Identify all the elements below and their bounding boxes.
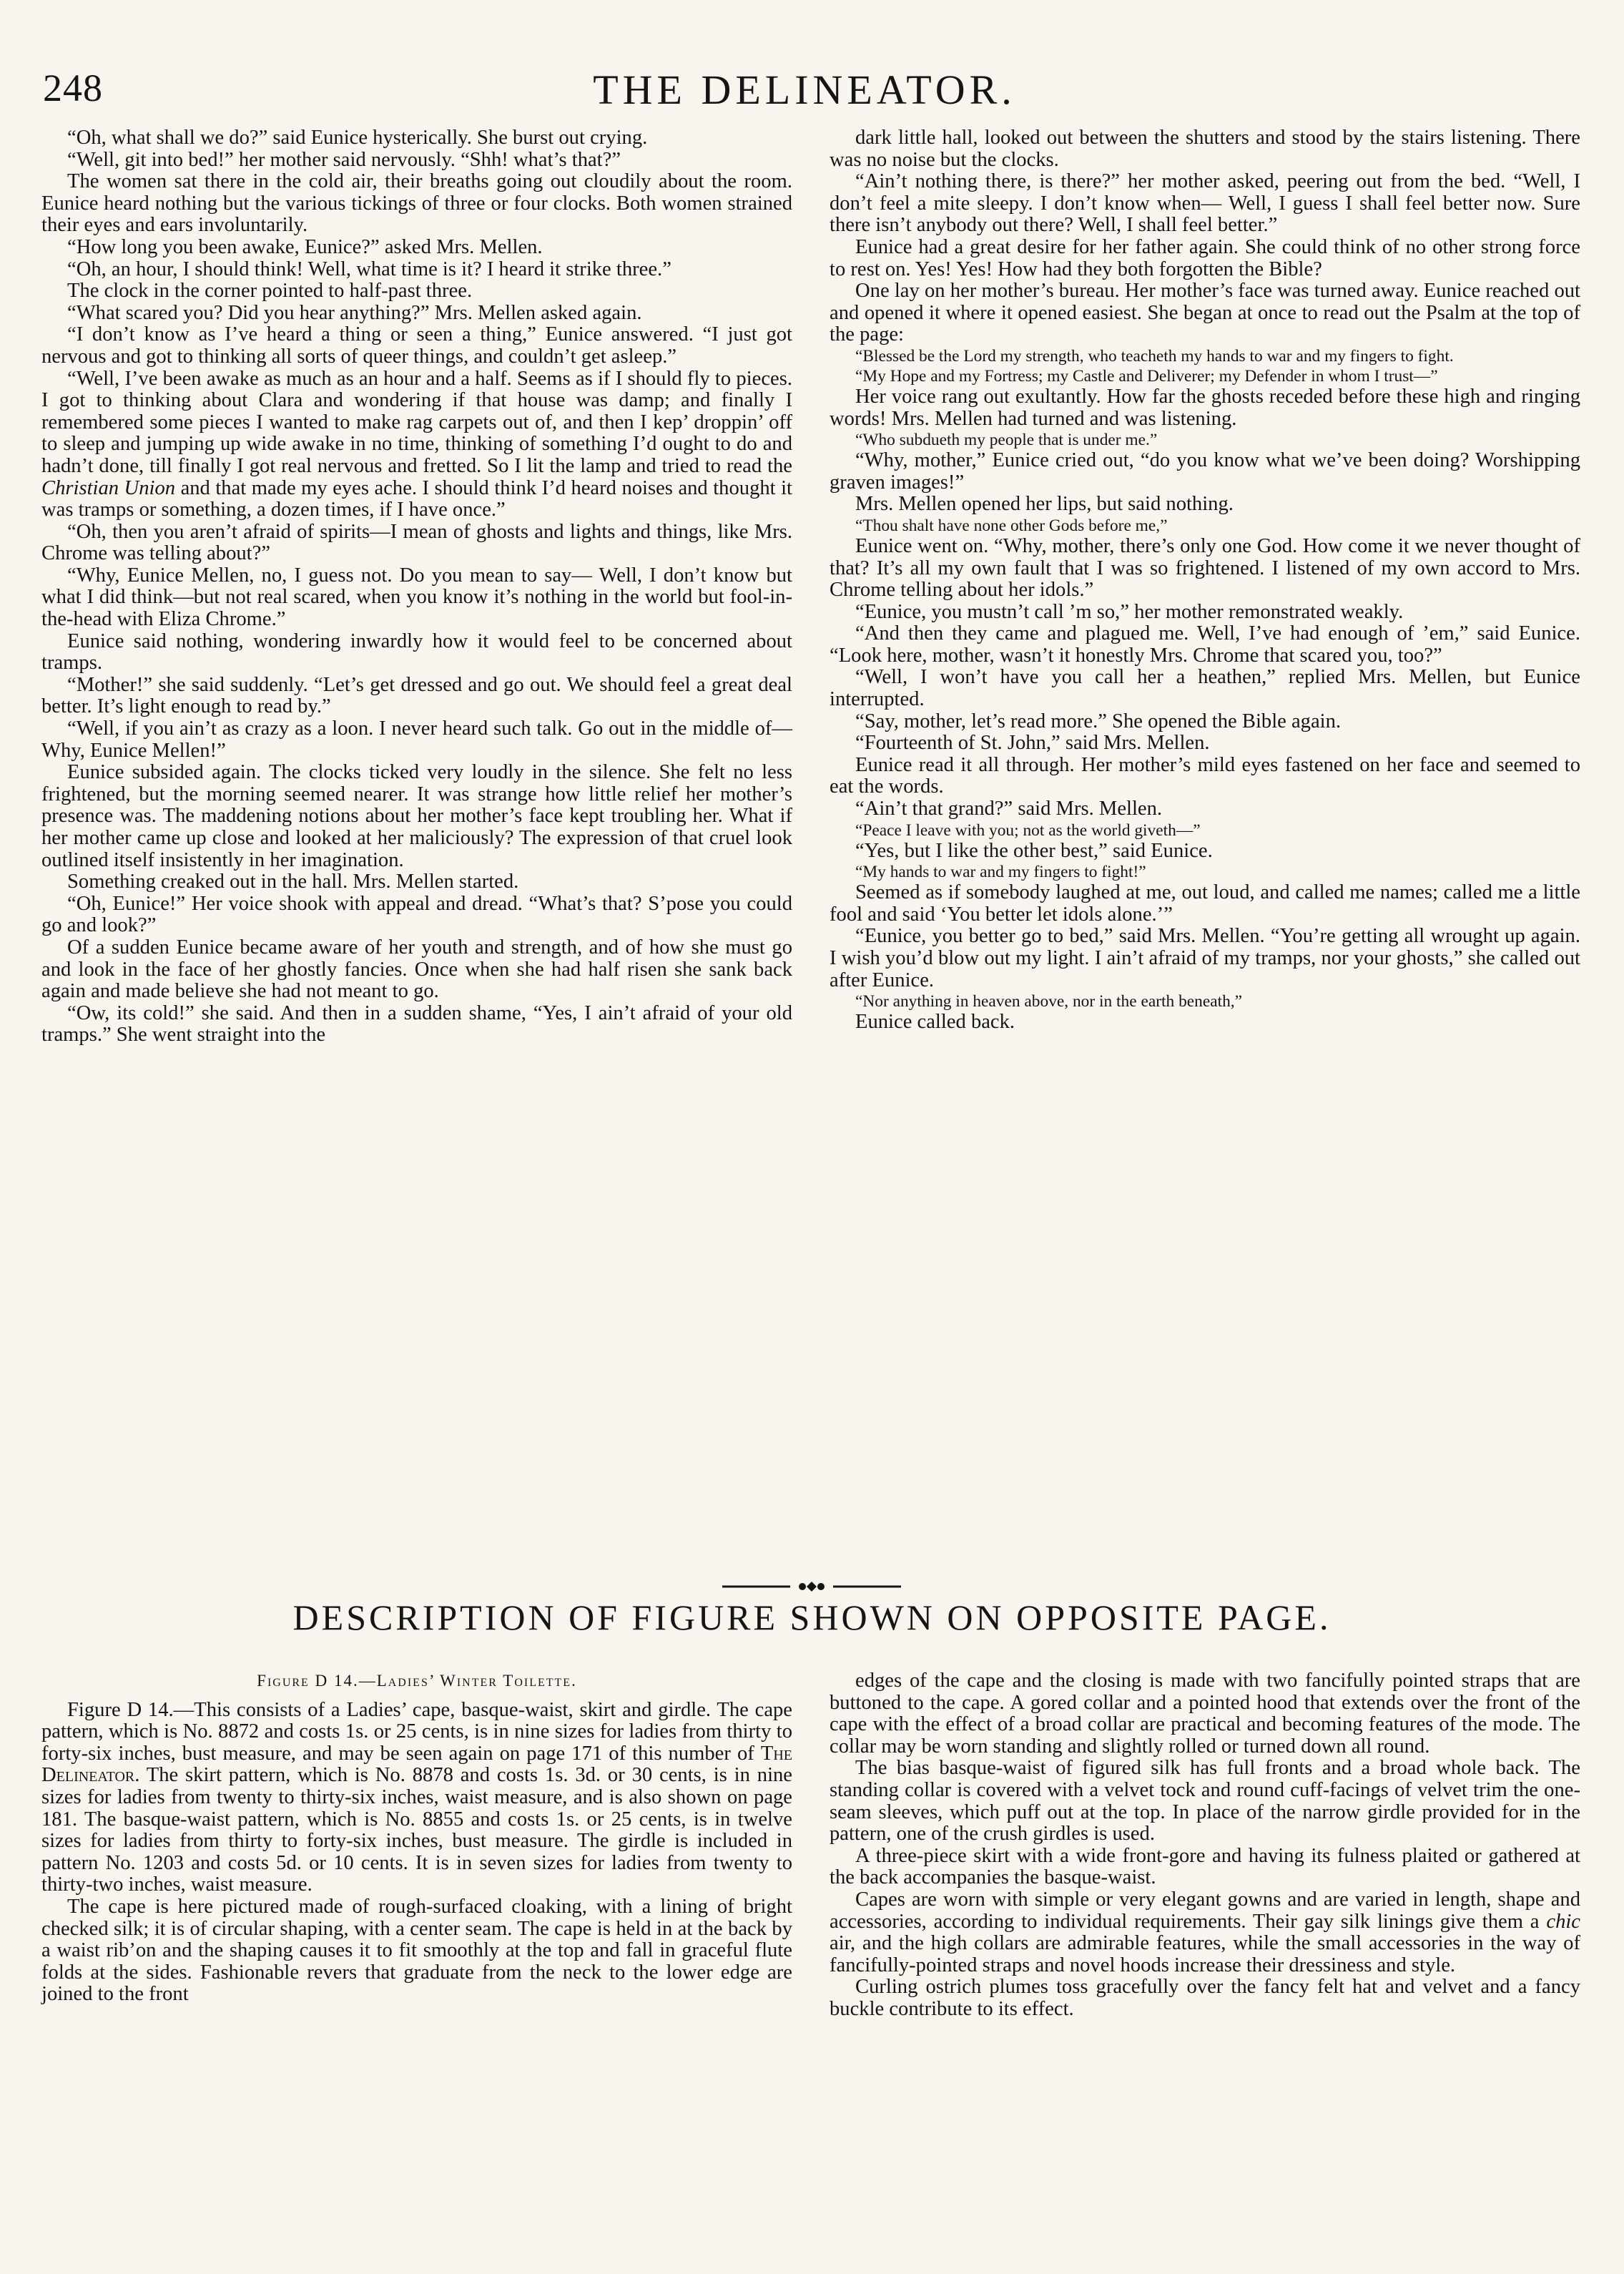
paragraph: “And then they came and plagued me. Well, I’ve had enough of ’em,” said Eunice. “Look here, mother, wasn’t it honestly Mrs. Chrome that scared you, too?” [830,622,1580,667]
paragraph: “Why, Eunice Mellen, no, I guess not. Do you mean to say— Well, I don’t know but what I did think—but not real scared, when you know it’s nothing in the world but fool-in-the-head with Eliza Chrome.” [41,564,792,631]
page-number: 248 [43,67,103,109]
scripture-quote: “Blessed be the Lord my strength, who teacheth my hands to war and my fingers to fight. [855,346,1454,366]
emphasis-word: chic [1546,1910,1580,1933]
paragraph [41,368,792,521]
scripture-quote: “My hands to war and my fingers to fight!” [855,863,1146,882]
paragraph: One lay on her mother’s bureau. Her mother’s face was turned away. Eunice reached out and opened it where it opened easiest. She began at once to read out the Psalm at the top of the page: [830,280,1580,346]
paragraph [41,1700,792,1896]
description-column-right [830,1670,1580,2021]
story-column-left [41,127,792,1047]
paragraph: “Well, if you ain’t as crazy as a loon. I never heard such talk. Go out in the middle of— Why, Eunice Mellen!” [41,717,792,762]
scripture-quote: “Thou shalt have none other Gods before me,” [855,516,1168,535]
paragraph: The women sat there in the cold air, their breaths going out cloudily about the room. Eunice heard nothing but the various tickings of three or four clocks. Both women strained their eyes and ears involuntarily. [41,170,792,237]
paragraph-text: Figure D 14.—This consists of a Ladies’ cape, basque-waist, skirt and girdle. The cape pattern, which is No. 8872 and costs 1s. or 25 cents, is in nine sizes for ladies from thirty to forty-six inches, bust measure, and may be seen again on page 171 of this number of [41,1698,792,1765]
paragraph-text: air, and the high collars are admirable features, while the small accessories in the way of fancifully-pointed straps and novel hoods increase their dressiness and style. [830,1932,1580,1976]
scripture-quote: “Peace I leave with you; not as the world giveth—” [855,820,1201,840]
paragraph: Of a sudden Eunice became aware of her youth and strength, and of how she must go and look in the face of her ghostly fancies. Once when she had half risen she sank back again and made believe she had not meant to go. [41,936,792,1003]
paragraph: edges of the cape and the closing is made with two fancifully pointed straps that are buttoned to the cape. A gored collar and a pointed hood that extends over the front of the cape with the effect of a broad collar are practical and becoming features of the mode. The collar may be worn standing and slightly rolled or turned down all round. [830,1670,1580,1758]
paragraph: “Eunice, you better go to bed,” said Mrs. Mellen. “You’re getting all wrought up again. I wish you’d blow out my light. I ain’t afraid of my tramps, nor your ghosts,” she called out after Eunice. [830,925,1580,991]
paragraph: Seemed as if somebody laughed at me, out loud, and called me names; called me a little fool and said ‘You better let idols alone.’” [830,881,1580,926]
paragraph: Her voice rang out exultantly. How far the ghosts receded before these high and ringing words! Mrs. Mellen had turned and was listening. [830,385,1580,430]
paragraph: “Oh, an hour, I should think! Well, what time is it? I heard it strike three.” [67,258,671,280]
paragraph [830,1889,1580,1976]
section-divider-ornament [722,1579,901,1594]
paragraph: “Well, git into bed!” her mother said nervously. “Shh! what’s that?” [67,148,621,171]
scripture-quote: “My Hope and my Fortress; my Castle and Deliverer; my Defender in whom I trust—” [855,366,1438,386]
paragraph: “Ow, its cold!” she said. And then in a sudden shame, “Yes, I ain’t afraid of your old tramps.” She went straight into the [41,1001,792,1047]
paragraph: “Oh, Eunice!” Her voice shook with appeal and dread. “What’s that? S’pose you could go and look?” [41,892,792,937]
paragraph: Curling ostrich plumes toss gracefully over the fancy felt hat and velvet and a fancy buckle contribute to its effect. [830,1976,1580,2020]
paragraph: “Yes, but I like the other best,” said Eunice. [855,839,1213,862]
story-column-right [830,127,1580,1034]
paragraph: Eunice went on. “Why, mother, there’s only one God. How come it we never thought of that? It’s all my own fault that I was so frightened. I listened of my own accord to Mrs. Chrome telling about her idols.” [830,534,1580,602]
paragraph: “Why, mother,” Eunice cried out, “do you know what we’ve been doing? Worshipping graven images!” [830,449,1580,494]
paragraph: “Oh, then you aren’t afraid of spirits—I mean of ghosts and lights and things, like Mrs. Chrome was telling about?” [41,520,792,565]
paragraph: “What scared you? Did you hear anything?” Mrs. Mellen asked again. [67,301,642,324]
figure-subheading: Figure D 14.—Ladies’ Winter Toilette. [257,1672,577,1690]
section-heading: DESCRIPTION OF FIGURE SHOWN ON OPPOSITE PAGE. [292,1597,1332,1637]
paragraph: “Ain’t nothing there, is there?” her mother asked, peering out from the bed. “Well, I don’t feel a mite sleepy. I don’t know when— Well, I guess I shall feel better now. Sure there isn’t anybody out there? Well, I shall feel better.” [830,170,1580,237]
description-column-left [41,1670,792,2006]
scripture-quote: “Who subdueth my people that is under me.” [855,431,1158,450]
paragraph: “Mother!” she said suddenly. “Let’s get dressed and go out. We should feel a great deal better. It’s light enough to read by.” [41,673,792,718]
paragraph: Eunice had a great desire for her father again. She could think of no other strong force to rest on. Yes! Yes! How had they both forgotten the Bible? [830,235,1580,280]
paragraph-text: “Well, I’ve been awake as much as an hour and a half. Seems as if I should fly to pieces. I got to thinking about Clara and wondering if that house was damp; and finally I remembered some pieces I wanted to make rag carpets out of, and then I kep’ droppin’ off to sleep and jumping up wide awake in no time, thinking of something I’d ought to do and hadn’t done, till finally I got real nervous and fretted. So I lit the lamp and tried to read the [41,367,792,477]
paragraph: Eunice subsided again. The clocks ticked very loudly in the silence. She felt no less frightened, but the morning seemed nearer. It was strange how little relief her mother’s presence was. The maddening notions about her mother’s face kept troubling her. What if her mother came up close and looked at her maliciously? The expression of that cruel look outlined itself insistently in her imagination. [41,761,792,871]
scripture-quote: “Nor anything in heaven above, nor in the earth beneath,” [855,992,1243,1011]
paragraph-text: and that made my eyes ache. I should think I’d heard noises and thought it was tramps or something, a dozen times, if I have once.” [41,476,792,521]
paragraph: “Eunice, you mustn’t call ’m so,” her mother remonstrated weakly. [855,600,1404,623]
paragraph-text: Capes are worn with simple or very elegant gowns and are varied in length, shape and accessories, according to individual requirements. Their gay silk linings give them a [830,1888,1580,1933]
paragraph: The cape is here pictured made of rough-surfaced cloaking, with a lining of bright checked silk; it is of circular shaping, with a center seam. The cape is held in at the back by a waist rib’on and the shaping causes it to fit smoothly at the top and fall in graceful flute folds at the sides. Fashionable revers that graduate from the neck to the lower edge are joined to the front [41,1895,792,2006]
paragraph: “Ain’t that grand?” said Mrs. Mellen. [855,798,1163,820]
paragraph-text: . The skirt pattern, which is No. 8878 and costs 1s. 3d. or 30 cents, is in nine sizes for ladies from twenty to thirty-six inches, waist measure, and is also shown on page 181. The basque-waist pattern, which is No. 8855 and costs 1s. or 25 cents, is in twelve sizes for ladies from thirty to forty-six inches, bust measure. The girdle is included in pattern No. 1203 and costs 5d. or 10 cents. It is in seven sizes for ladies from twenty to thirty-two inches, waist measure. [41,1764,792,1896]
paragraph: The clock in the corner pointed to half-past three. [67,280,473,303]
magazine-title: THE DELINEATOR. [593,67,1016,113]
paragraph: dark little hall, looked out between the shutters and stood by the stairs listening. There was no noise but the clocks. [830,127,1580,171]
paragraph: “I don’t know as I’ve heard a thing or seen a thing,” Eunice answered. “I just got nervous and got to thinking all sorts of queer things, and couldn’t get asleep.” [41,323,792,368]
paragraph: Eunice read it all through. Her mother’s mild eyes fastened on her face and seemed to eat the words. [830,753,1580,798]
paragraph: “Well, I won’t have you call her a heathen,” replied Mrs. Mellen, but Eunice interrupted. [830,666,1580,711]
paragraph: “Say, mother, let’s read more.” She opened the Bible again. [855,710,1342,732]
paragraph: Eunice said nothing, wondering inwardly how it would feel to be concerned about tramps. [41,629,792,675]
paragraph: Mrs. Mellen opened her lips, but said nothing. [855,493,1234,516]
magazine-name: The Delineator [41,1742,792,1787]
paragraph: A three-piece skirt with a wide front-gore and having its fulness plaited or gathered at the back accompanies the basque-waist. [830,1844,1580,1889]
paragraph: “How long you been awake, Eunice?” asked Mrs. Mellen. [67,235,543,258]
paragraph: The bias basque-waist of figured silk has full fronts and a broad whole back. The standing collar is covered with a velvet tock and round cuff-facings of velvet trim the one-seam sleeves, which puff out at the top. In place of the narrow girdle provided for in the pattern, one of the crush girdles is used. [830,1757,1580,1846]
periodical-title: Christian Union [41,476,176,499]
paragraph: “Fourteenth of St. John,” said Mrs. Mellen. [855,732,1210,755]
paragraph: Eunice called back. [855,1011,1015,1034]
paragraph: “Oh, what shall we do?” said Eunice hysterically. She burst out crying. [67,127,648,149]
page-header [43,66,1566,123]
paragraph: Something creaked out in the hall. Mrs. Mellen started. [67,871,519,893]
